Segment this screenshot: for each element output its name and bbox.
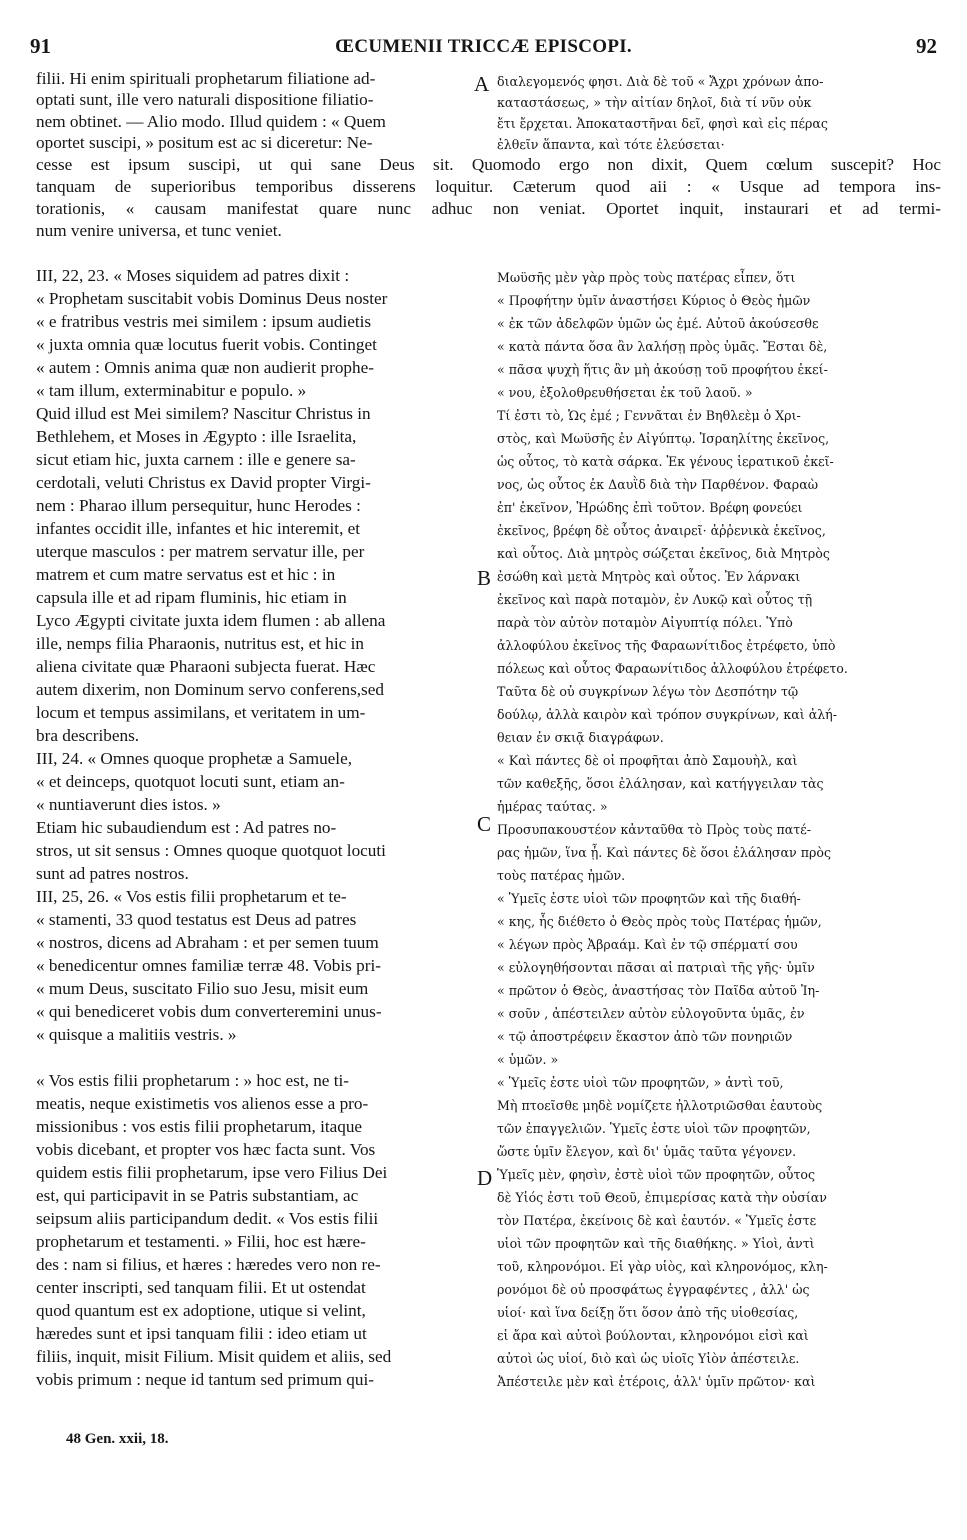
text-line: « nostros, dicens ad Abraham : et per semen tuum [36,933,379,952]
text-line: vobis dicebant, et propter vos hæc facta sunt. Vos [36,1140,376,1159]
text-line: τὸν Πατέρα, ἐκείνοις δὲ καὶ ἑαυτόν. « Ὑμεῖς ἐστε [497,1213,817,1228]
text-line: αὐτοὶ ὡς υἱοί, διὸ καὶ ὡς υἱοῖς Υἱὸν ἀπέστειλε. [497,1351,800,1366]
text-line: δὲ Υἱός ἐστι τοῦ Θεοῦ, ἐπιμερίσας κατὰ τὴν οὐσίαν [497,1190,827,1205]
text-line: stros, ut sit sensus : Omnes quoque quotquot locuti [36,841,386,860]
text-line: III, 22, 23. « Moses siquidem ad patres dixit : [36,266,350,285]
text-line: θειαν ἐν σκιᾷ διαγράφων. [497,730,664,745]
text-line: Ὑμεῖς μὲν, φησὶν, ἐστὲ υἱοὶ τῶν προφητῶν, οὗτος [497,1167,816,1182]
text-line: infantes occidit ille, infantes et hic interemit, et [36,519,361,538]
text-line: « νου, ἐξολοθρευθήσεται ἐκ τοῦ λαοῦ. » [497,385,753,400]
text-line: filii. Hi enim spirituali prophetarum filiatione ad- [36,69,376,88]
text-line: « tam illum, exterminabitur e populo. » [36,381,307,400]
text-line: center inscripti, sed tanquam filii. Et ut ostendat [36,1278,366,1297]
text-line: εἰ ἄρα καὶ αὐτοὶ βούλονται, κληρονόμοι εἰσὶ καὶ [497,1328,809,1343]
text-line: est, qui participavit in se Patris substantiam, ac [36,1186,359,1205]
text-line: filiis, inquit, misit Filium. Misit quidem et aliis, sed [36,1347,392,1366]
text-line: διαλεγομενός φησι. Διὰ δὲ τοῦ « Ἄχρι χρόνων ἀπο- [497,74,824,89]
text-line: Προσυπακουστέον κἀνταῦθα τὸ Πρὸς τοὺς πατέ- [497,822,812,837]
text-line: III, 24. « Omnes quoque prophetæ a Samuele, [36,749,352,768]
text-line: meatis, neque existimetis vos alienos esse a pro- [36,1094,369,1113]
text-line: matrem et cum matre servatus est et hic : in [36,565,336,584]
text-line: missionibus : vos estis filii prophetarum, itaque [36,1117,363,1136]
text-line: « benedicentur omnes familiæ terræ 48. Vobis pri- [36,956,381,975]
text-line: ρας ἡμῶν, ἵνα ᾖ. Καὶ πάντες δὲ ὅσοι ἐλάλησαν πρὸς [497,845,832,860]
text-line: πόλεως καὶ οὗτος Φαραωνίτιδος ἀλλοφύλου ἐτρέφετο. [497,661,848,676]
text-line: ἡμέρας ταύτας. » [497,799,608,814]
margin-marker-d: D [477,1166,493,1190]
text-line: « Καὶ πάντες δὲ οἱ προφῆται ἀπὸ Σαμουὴλ, καὶ [497,753,798,768]
text-line: vobis primum : neque id tantum sed primum qui- [36,1370,374,1389]
page-header [30,34,937,60]
text-line: quidem estis filii prophetarum, ipse vero Filius Dei [36,1163,388,1182]
text-line: « Vos estis filii prophetarum : » hoc est, ne ti- [36,1071,349,1090]
text-line: bra describens. [36,726,140,745]
text-line: « σοῦν , ἀπέστειλεν αὐτὸν εὐλογοῦντα ὑμᾶς, ἐν [497,1006,805,1021]
text-line: sicut etiam hic, juxta carnem : ille e genere sa- [36,450,356,469]
text-line: « ὑμῶν. » [497,1052,559,1067]
text-line: tanquam de superioribus temporibus disserens loquitur. Cæterum quod aii : « Usque ad tempora ins- [36,177,941,196]
text-line: « nuntiaverunt dies istos. » [36,795,221,814]
text-line: « τῷ ἀποστρέφειν ἕκαστον ἀπὸ τῶν πονηριῶν [497,1029,793,1044]
text-line: cerdotali, veluti Christus ex David propter Virgi- [36,473,371,492]
text-line: Τί ἐστι τὸ, Ὡς ἐμέ ; Γεννᾶται ἐν Βηθλεὲμ ὁ Χρι- [497,408,801,423]
text-line: τῶν καθεξῆς, ὅσοι ἐλάλησαν, καὶ κατήγγειλαν τὰς [497,776,824,791]
text-line: « Ὑμεῖς ἐστε υἱοὶ τῶν προφητῶν, » ἀντὶ τοῦ, [497,1075,784,1090]
text-line: hæredes sunt et ipsi tanquam filii : ideo etiam ut [36,1324,367,1343]
full-width-block [36,154,941,242]
text-line: ἐλθεῖν ἅπαντα, καὶ τότε ἐλεύσεται· [497,137,725,152]
text-line: Lyco Ægypti civitate juxta idem flumen : ab allena [36,611,386,630]
text-line: ἔτι ἔρχεται. Ἀποκαταστῆναι δεῖ, φησὶ καὶ εἰς πέρας [497,116,828,131]
margin-marker-c: C [477,812,492,836]
text-line: « qui benediceret vobis dum converteremini unus- [36,1002,382,1021]
text-line: aliena civitate quæ Pharaoni subjecta fuerat. Hæc [36,657,376,676]
text-line: Ταῦτα δὲ οὐ συγκρίνων λέγω τὸν Δεσπότην τῷ [497,684,799,699]
text-line: « κατὰ πάντα ὅσα ἂν λαλήσῃ πρὸς ὑμᾶς. Ἔσται δὲ, [497,339,828,354]
greek-top-block [497,71,828,155]
text-line: nem : Pharao illum persequitur, hunc Herodes : [36,496,361,515]
text-line: Μὴ πτοεῖσθε μηδὲ νομίζετε ἠλλοτριῶσθαι ἑαυτοὺς [497,1098,823,1113]
text-line: υἱοί· καὶ ἵνα δείξῃ ὅτι ὅσον ἀπὸ τῆς υἱοθεσίας, [497,1305,799,1320]
text-line: « e fratribus vestris mei similem : ipsum audietis [36,312,372,331]
text-line: ἐκεῖνος, βρέφη δὲ οὗτος ἀναιρεῖ· ἀῤῥενικὰ ἐκεῖνος, [497,523,826,538]
text-line: « mum Deus, suscitato Filio suo Jesu, misit eum [36,979,369,998]
text-line: nem obtinet. — Alio modo. Illud quidem : « Quem [36,111,386,131]
text-line: υἱοὶ τῶν προφητῶν καὶ τῆς διαθήκης. » Υἱοὶ, ἀντὶ [497,1236,815,1251]
text-line: ἐσώθη καὶ μετὰ Μητρὸς καὶ οὗτος. Ἐν λάρνακι [497,569,801,584]
text-line: Μωϋσῆς μὲν γὰρ πρὸς τοὺς πατέρας εἶπεν, ὅτι [497,270,796,285]
text-line: capsula ille et ad ripam fluminis, hic etiam in [36,588,347,607]
footnote: 48 Gen. xxii, 18. [66,1431,169,1447]
text-line: νος, ὡς οὗτος ἐκ Δαυῒδ διὰ τὴν Παρθένον. Φαραὼ [497,477,818,492]
text-line: oportet suscipi, » positum est ac si diceretur: Ne- [36,132,373,152]
text-line: ille, nemps filia Pharaonis, nutritus est, et hic in [36,634,364,653]
text-line: καταστάσεως, » τὴν αἰτίαν δηλοῖ, διὰ τί νῦν οὐκ [497,95,812,110]
running-title: ŒCUMENII TRICCÆ EPISCOPI. [335,36,632,57]
text-line: « πρῶτον ὁ Θεὸς, ἀναστήσας τὸν Παῖδα αὐτοῦ Ἰη- [497,983,820,998]
text-line: « autem : Omnis anima quæ non audierit prophe- [36,358,374,377]
margin-marker-b: B [477,566,492,590]
text-line: torationis, « causam manifestat quare nunc adhuc non veniat. Oportet inquit, instaurari et ad termi- [36,199,941,218]
text-line: « stamenti, 33 quod testatus est Deus ad patres [36,910,357,929]
text-line: « quisque a malitiis vestris. » [36,1025,237,1044]
text-line: III, 25, 26. « Vos estis filii prophetarum et te- [36,887,347,906]
text-line: autem dixerim, non Dominum servo conferens,sed [36,680,384,699]
text-line: uterque masculos : per matrem servatur ille, per [36,542,365,561]
text-line: Ἀπέστειλε μὲν καὶ ἑτέροις, ἀλλ' ὑμῖν πρῶτον· καὶ [497,1374,816,1389]
text-line: Quid illud est Mei similem? Nascitur Christus in [36,404,371,423]
text-line: καὶ οὗτος. Διὰ μητρὸς σώζεται ἐκεῖνος, διὰ Μητρὸς [497,546,830,561]
text-line: « Prophetam suscitabit vobis Dominus Deus noster [36,289,388,308]
text-line: « juxta omnia quæ locutus fuerit vobis. Continget [36,335,377,354]
text-line: παρὰ τὸν αὐτὸν ποταμὸν Αἰγυπτίᾳ πόλει. Ὑπὸ [497,615,793,630]
text-line: cesse est ipsum suscipi, ut qui sane Deus sit. Quomodo ergo non dixit, Quem cœlum suscepit? Hoc [36,155,941,174]
text-line: des : nam si filius, et hæres : hæredes vero non re- [36,1255,381,1274]
page-number-right: 92 [916,34,937,58]
text-line: ἀλλοφύλου ἐκεῖνος τῆς Φαραωνίτιδος ἐτρέφετο, ὑπὸ [497,638,836,653]
margin-marker-a: A [474,72,490,96]
text-line: prophetarum et testamenti. » Filii, hoc est hære- [36,1232,366,1251]
text-line: ρονόμοι δὲ οὐ προσφάτως ἐγγραφέντες , ἀλλ' ὡς [497,1282,810,1297]
text-line: « ἐκ τῶν ἀδελφῶν ὑμῶν ὡς ἐμέ. Αὐτοῦ ἀκούσεσθε [497,316,819,331]
page-number-left: 91 [30,34,51,58]
paragraph-gap [36,1046,471,1069]
text-line: « et deinceps, quotquot locuti sunt, etiam an- [36,772,345,791]
text-line: τῶν ἐπαγγελιῶν. Ὑμεῖς ἐστε υἱοὶ τῶν προφητῶν, [497,1121,811,1136]
text-line: sunt ad patres nostros. [36,864,189,883]
text-line: στὸς, καὶ Μωϋσῆς ἐν Αἰγύπτῳ. Ἰσραηλίτης ἐκεῖνος, [497,431,830,446]
text-line: « εὐλογηθήσονται πᾶσαι αἱ πατριαὶ τῆς γῆς· ὑμῖν [497,960,815,975]
text-line: « λέγων πρὸς Ἀβραάμ. Καὶ ἐν τῷ σπέρματί σου [497,937,798,952]
text-line: ὡς οὗτος, τὸ κατὰ σάρκα. Ἐκ γένους ἱερατικοῦ ἐκεῖ- [497,454,834,469]
text-line: δούλῳ, ἀλλὰ καιρὸν καὶ τρόπον συγκρίνων, καὶ ἀλή- [497,707,837,722]
text-line: « Προφήτην ὑμῖν ἀναστήσει Κύριος ὁ Θεὸς ἡμῶν [497,293,811,308]
text-line: « κης, ἧς διέθετο ὁ Θεὸς πρὸς τοὺς Πατέρας ἡμῶν, [497,914,822,929]
latin-column [36,264,471,1391]
text-line: locum et tempus assimilans, et veritatem in um- [36,703,366,722]
text-line: optati sunt, ille vero naturali dispositione filiatio- [36,90,374,110]
text-line: ἐπ' ἐκεῖνον, Ἡρώδης ἐπὶ τοῦτον. Βρέφη φονεύει [497,500,803,515]
text-line: « πᾶσα ψυχὴ ἥτις ἂν μὴ ἀκούσῃ τοῦ προφήτου ἐκεί- [497,362,828,377]
text-line: quod quantum est ex adoptione, utique si velint, [36,1301,366,1320]
text-line: τοὺς πατέρας ἡμῶν. [497,868,626,883]
text-line: num venire universa, et tunc veniet. [36,221,282,240]
text-line: Etiam hic subaudiendum est : Ad patres no- [36,818,337,837]
text-line: τοῦ, κληρονόμοι. Εἰ γὰρ υἱὸς, καὶ κληρονόμος, κλη- [497,1259,828,1274]
text-line: seipsum aliis participandum dedit. « Vos estis filii [36,1209,379,1228]
text-line: Bethlehem, et Moses in Ægypto : ille Israelita, [36,427,357,446]
text-line: ὥστε ὑμῖν ἔλεγον, καὶ δι' ὑμᾶς ταῦτα γέγονεν. [497,1144,797,1159]
text-line: « Ὑμεῖς ἐστε υἱοὶ τῶν προφητῶν καὶ τῆς διαθή- [497,891,801,906]
text-line: ἐκεῖνος καὶ παρὰ ποταμὸν, ἐν Λυκῷ καὶ οὗτος τῇ [497,592,813,607]
latin-top-block [36,68,386,153]
greek-column [497,266,937,1393]
